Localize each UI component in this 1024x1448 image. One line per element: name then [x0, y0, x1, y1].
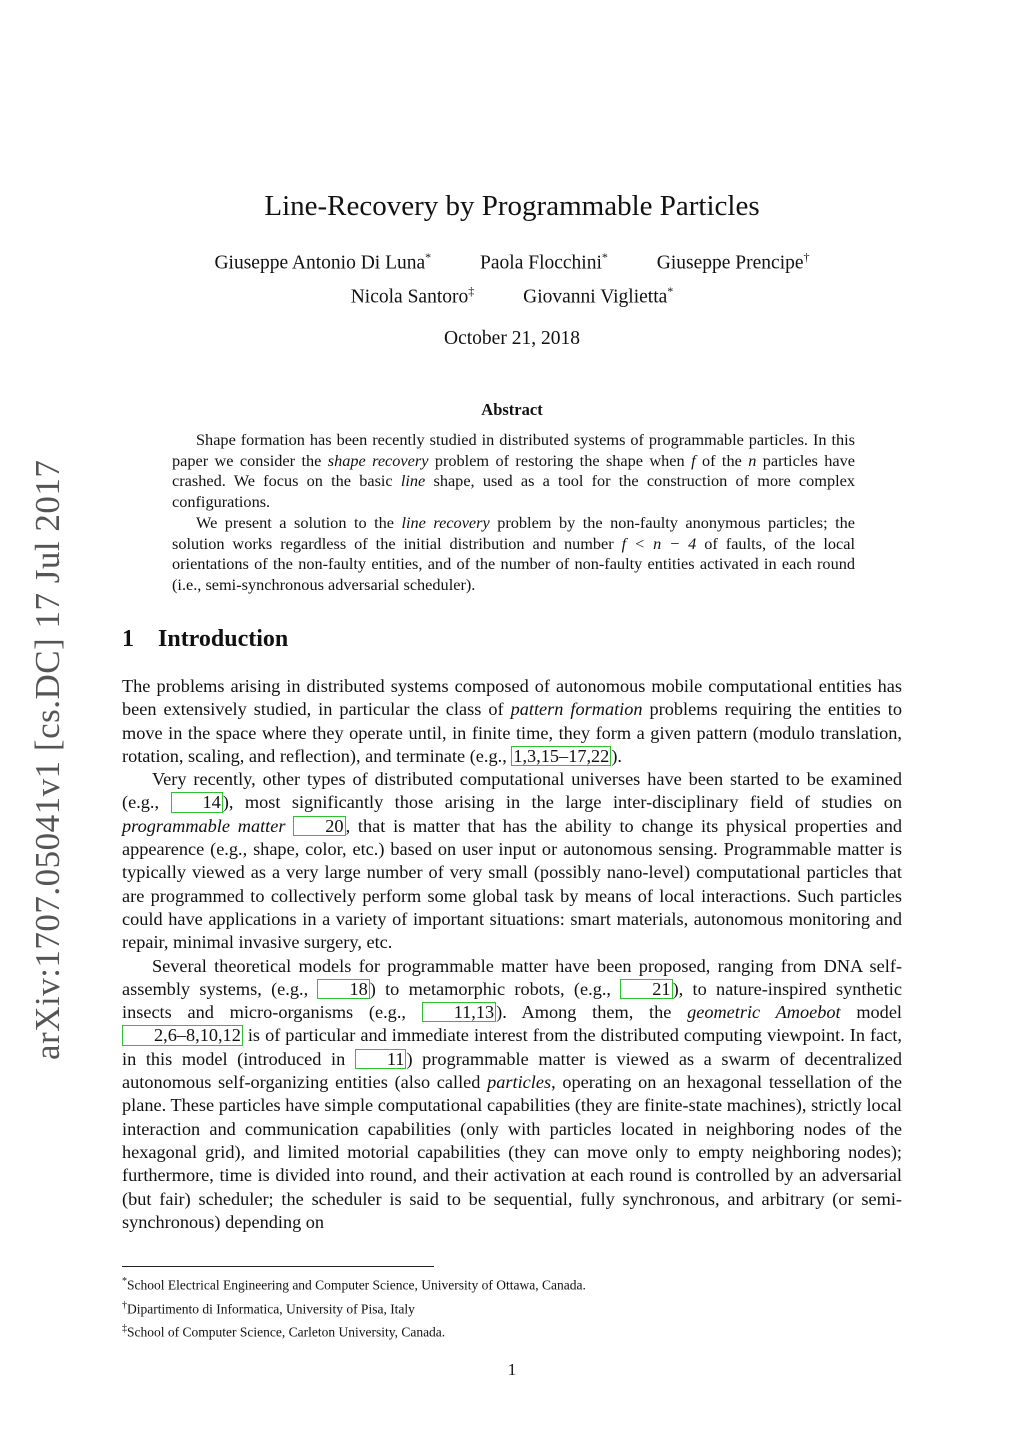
citation-link[interactable]: 1,3,15–17,22 — [513, 745, 610, 766]
date: October 21, 2018 — [444, 328, 580, 349]
citation-link[interactable]: 11,13 — [422, 1002, 496, 1022]
footnote: ‡School of Computer Science, Carleton University, Canada. — [122, 1323, 446, 1340]
author-row-2 — [0, 284, 1024, 309]
citation-link[interactable]: 11 — [355, 1049, 407, 1069]
abstract-paragraph: We present a solution to the line recovery problem by the non-faulty anonymous particles; the solution works regardless of the initial distribution and number f < n − 4 of faults, of the local orientations of the non-faulty entities, and of the number of non-faulty entities activated in each round (i.e., semi-synchronous adversarial scheduler). — [172, 512, 855, 594]
author: Giuseppe Prencipe† — [656, 250, 810, 274]
citation-link[interactable]: 18 — [317, 979, 369, 999]
author: Giuseppe Antonio Di Luna* — [214, 250, 432, 274]
abstract — [172, 430, 855, 596]
paper-title: Line-Recovery by Programmable Particles — [264, 190, 760, 222]
footnote-rule — [122, 1266, 434, 1267]
paragraph: Very recently, other types of distributed computational universes have been started to be examined (e.g., 14 ), most significantly those arising in the large inter-disciplinary field of studies on programmable matter 20 , that is matter that has the ability to change its physical properties and appearence (e.g., shape, color, etc.) based on user input or autonomous sensing. Programmable matter is typically viewed as a very large number of very small (possibly nano-level) computational particles that are programmed to collectively perform some global task by means of local interactions. Such particles could have applications in a variety of important situations: smart materials, autonomous monitoring and repair, minimal invasive surgery, etc. — [122, 769, 903, 953]
footnote: *School Electrical Engineering and Computer Science, University of Ottawa, Canada. — [122, 1276, 586, 1293]
abstract-heading: Abstract — [481, 400, 543, 419]
paragraph: Several theoretical models for programmable matter have been proposed, ranging from DNA self-assembly systems, (e.g., 18 ) to metamorphic robots, (e.g., 21 ), to nature-inspired synthetic insects and micro-organisms (e.g., 11,13 ). Among them, the geometric Amoebot model 2,6–8,10,12 is of particular and immediate interest from the distributed computing viewpoint. In fact, in this model (introduced in 11 ) programmable matter is viewed as a swarm of decentralized autonomous self-organizing entities (also called particles, operating on an hexagonal tessellation of the plane. These particles have simple computational capabilities (they are finite-state machines), strictly local interaction and communication capabilities (only with particles located in neighboring nodes of the hexagonal grid), and limited motorial capabilities (they can move only to empty neighboring nodes); furthermore, time is divided into round, and their activation at each round is controlled by an adversarial (but fair) scheduler; the scheduler is said to be sequential, fully synchronous, and arbitrary (or semi-synchronous) depending on — [122, 955, 903, 1232]
citation-link[interactable]: 2,6–8,10,12 — [122, 1025, 243, 1045]
author: Paola Flocchini* — [480, 250, 608, 274]
citation-link[interactable]: 14 — [171, 792, 223, 812]
footnote: †Dipartimento di Informatica, University of Pisa, Italy — [122, 1299, 415, 1316]
footnotes — [122, 1272, 902, 1343]
author: Nicola Santoro‡ — [350, 284, 475, 308]
body-text — [122, 675, 902, 1234]
abstract-paragraph: Shape formation has been recently studied in distributed systems of programmable particles. In this paper we consider the shape recovery problem of restoring the shape when f of the n particles have crashed. We focus on the basic line shape, used as a tool for the construction of more complex configurations. — [172, 430, 855, 512]
section-heading: 1 Introduction — [122, 626, 289, 652]
author-row-1 — [0, 250, 1024, 275]
page-number: 1 — [507, 1360, 517, 1379]
paragraph: The problems arising in distributed systems composed of autonomous mobile computational entities has been extensively studied, in particular the class of pattern formation problems requiring the entities to move in the space where they operate until, in finite time, they form a given pattern (modulo translation, rotation, scaling, and reflection), and terminate (e.g., 1,3,15–17,22 ). — [122, 676, 902, 766]
citation-link[interactable]: 20 — [293, 816, 345, 836]
author: Giovanni Viglietta* — [523, 284, 674, 308]
citation-link[interactable]: 21 — [620, 979, 672, 999]
arxiv-identifier: arXiv:1707.05041v1 [cs.DC] 17 Jul 2017 — [28, 459, 67, 1060]
